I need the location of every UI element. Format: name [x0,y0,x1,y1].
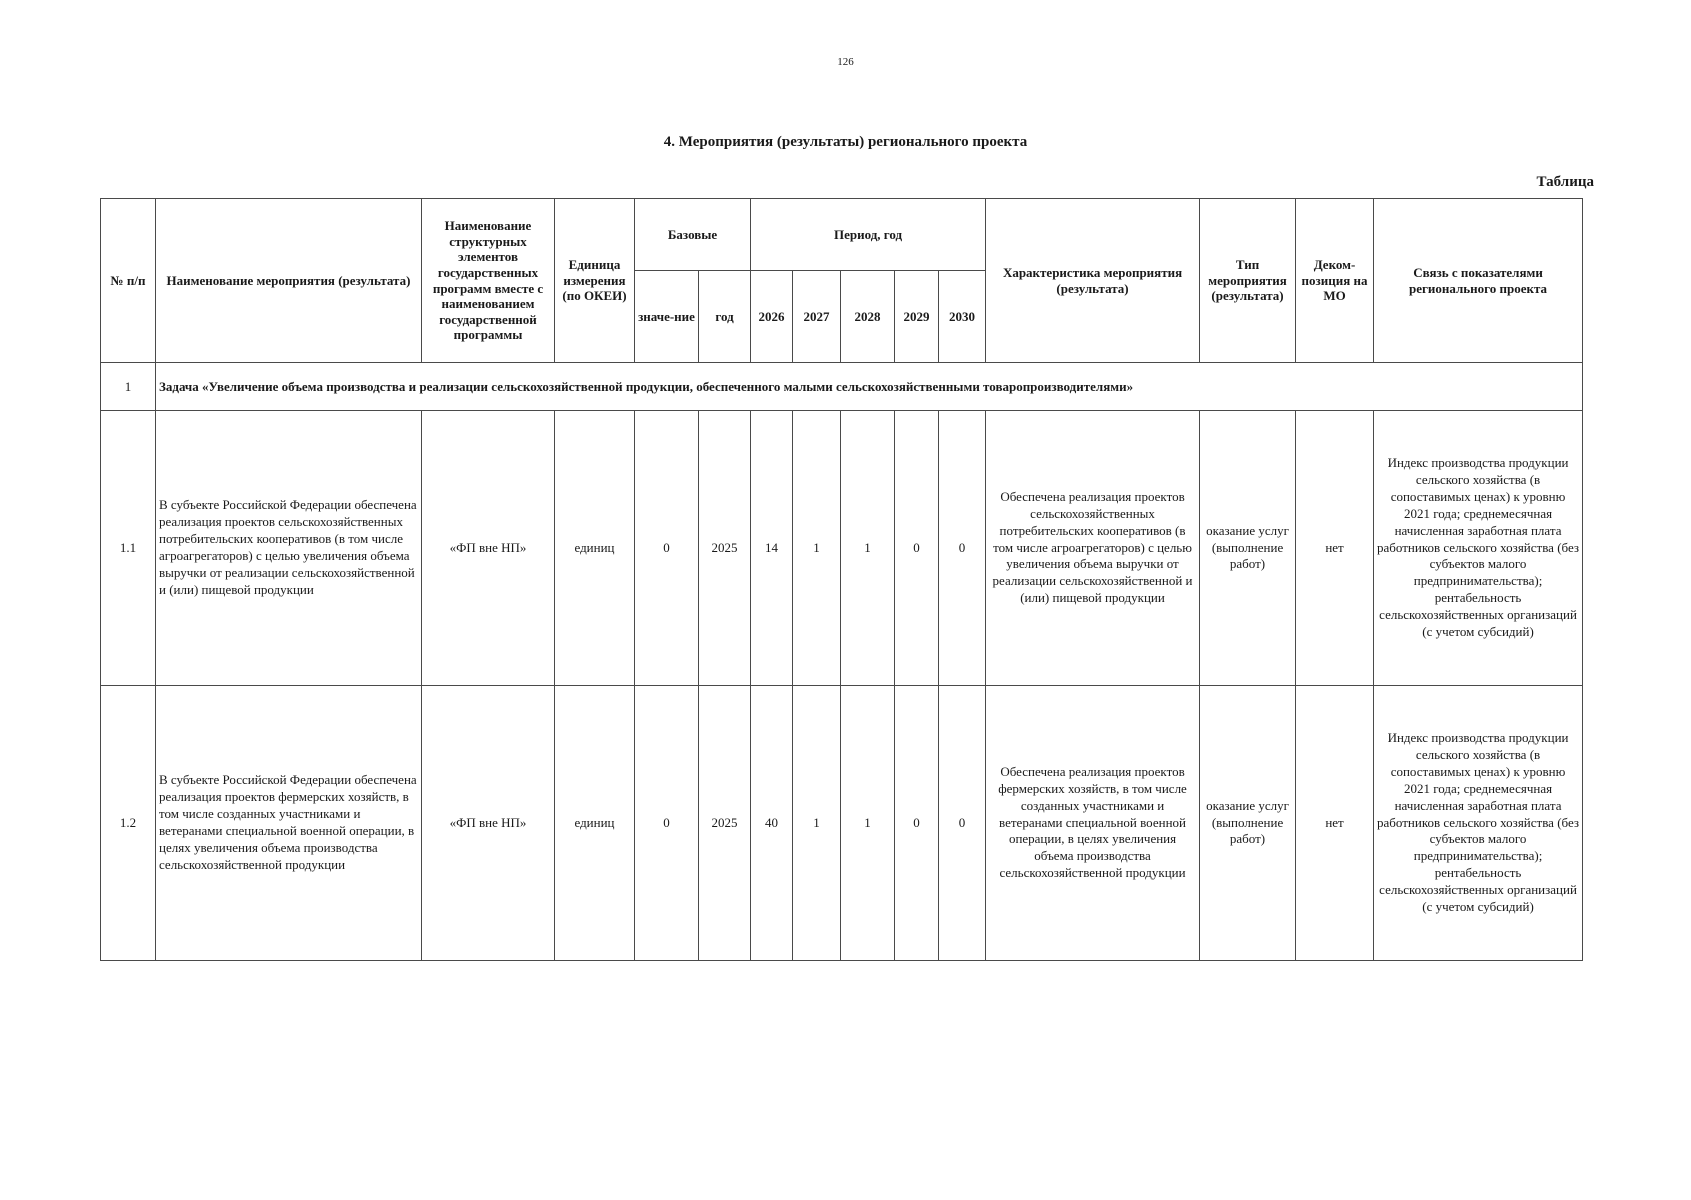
row-name: В субъекте Российской Федерации обеспечена реализация проектов фермерских хозяйств, в том числе созданных участниками и ветеранами специальной военной операции, в целях увеличения объема производства сельскохозяйственной продукции [156,686,422,961]
page-number: 126 [837,56,854,68]
row-year-2029: 0 [895,686,939,961]
task-text: Задача «Увеличение объема производства и реализации сельскохозяйственной продукции, обеспеченного малыми сельскохозяйственными товаропроизводителями» [156,363,1583,411]
row-year-2028: 1 [841,411,895,686]
col-header-year-2029: 2029 [895,271,939,363]
row-structural: «ФП вне НП» [422,686,555,961]
row-type: оказание услуг (выполнение работ) [1200,686,1296,961]
col-header-year-2028: 2028 [841,271,895,363]
col-header-base-value: значе-ние [635,271,699,363]
row-type: оказание услуг (выполнение работ) [1200,411,1296,686]
col-header-year-2026: 2026 [751,271,793,363]
col-header-structural: Наименование структурных элементов государственных программ вместе с наименованием государственной программы [422,199,555,363]
table-row [101,411,1583,686]
row-year-2030: 0 [939,411,986,686]
page-title: 4. Мероприятия (результаты) регионального проекта [663,134,1028,150]
row-base-value: 0 [635,686,699,961]
row-year-2027: 1 [793,686,841,961]
col-header-num: № п/п [101,199,156,363]
row-structural: «ФП вне НП» [422,411,555,686]
row-indicators: Индекс производства продукции сельского хозяйства (в сопоставимых ценах) к уровню 2021 года; среднемесячная начисленная заработная плата работников сельского хозяйства (без субъектов малого предпринимательства); рентабельность сельскохозяйственных организаций (с учетом субсидий) [1374,686,1583,961]
col-header-unit: Единица измерения (по ОКЕИ) [555,199,635,363]
row-year-2027: 1 [793,411,841,686]
col-header-decomposition: Деком-позиция на МО [1296,199,1374,363]
col-header-base: Базовые [635,199,751,271]
row-year-2030: 0 [939,686,986,961]
row-base-year: 2025 [699,686,751,961]
col-header-characteristic: Характеристика мероприятия (результата) [986,199,1200,363]
table-caption: Таблица [1536,174,1594,190]
row-characteristic: Обеспечена реализация проектов фермерских хозяйств, в том числе созданных участниками и ветеранами специальной военной операции, в целях увеличения объема производства сельскохозяйственной продукции [986,686,1200,961]
col-header-year-2030: 2030 [939,271,986,363]
header-row [101,199,1583,271]
col-header-name: Наименование мероприятия (результата) [156,199,422,363]
row-base-year: 2025 [699,411,751,686]
row-year-2026: 40 [751,686,793,961]
row-year-2026: 14 [751,411,793,686]
task-row [101,363,1583,411]
row-year-2028: 1 [841,686,895,961]
row-num: 1.2 [101,686,156,961]
row-name: В субъекте Российской Федерации обеспечена реализация проектов сельскохозяйственных потребительских кооперативов (в том числе агроагрегаторов) с целью увеличения объема выручки от реализации сельскохозяйственной и (или) пищевой продукции [156,411,422,686]
row-base-value: 0 [635,411,699,686]
table-row [101,686,1583,961]
col-header-period: Период, год [751,199,986,271]
row-unit: единиц [555,686,635,961]
row-decomposition: нет [1296,686,1374,961]
col-header-year-2027: 2027 [793,271,841,363]
row-indicators: Индекс производства продукции сельского хозяйства (в сопоставимых ценах) к уровню 2021 года; среднемесячная начисленная заработная плата работников сельского хозяйства (без субъектов малого предпринимательства); рентабельность сельскохозяйственных организаций (с учетом субсидий) [1374,411,1583,686]
row-decomposition: нет [1296,411,1374,686]
col-header-base-year: год [699,271,751,363]
col-header-indicators: Связь с показателями регионального проекта [1374,199,1583,363]
row-characteristic: Обеспечена реализация проектов сельскохозяйственных потребительских кооперативов (в том числе агроагрегаторов) с целью увеличения объема выручки от реализации сельскохозяйственной и (или) пищевой продукции [986,411,1200,686]
activities-table [100,198,1583,961]
row-unit: единиц [555,411,635,686]
row-year-2029: 0 [895,411,939,686]
task-num: 1 [101,363,156,411]
col-header-type: Тип мероприятия (результата) [1200,199,1296,363]
row-num: 1.1 [101,411,156,686]
